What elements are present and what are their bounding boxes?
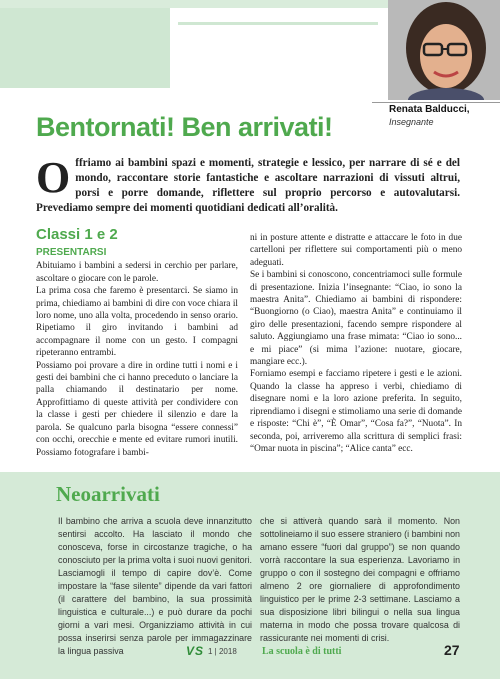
paragraph: Forniamo esempi e facciamo ripetere i gesti e le azioni. Quando la classe ha appreso i verbi, chiediamo di disegnare nomi e la loro azione preferita. In seguito, riprendiamo i disegni e stimoliamo una serie di domande e risposte: “Chi è”, “È Omar”, “Cosa fa?”, “Nuota”. In seconda, poi, arriveremo alla scrittura di semplici frasi: “Omar nuota in piscina”; “Alice canta” ecc. (250, 369, 462, 454)
magazine-logo: VS (186, 644, 205, 658)
issue-number: 1 | 2018 (208, 647, 237, 656)
paragraph: Abituiamo i bambini a sedersi in cerchio per parlare, ascoltare o giocare con le parole. (36, 261, 238, 284)
intro-text: ffriamo ai bambini spazi e momenti, strategie e lessico, per narrare di sé e del mondo, raccontare storie fantastiche e ascoltare narrazioni di vissuti altrui, porsi e porre domande, riflettere sul proprio percorso e autovalutarsi. Prevediamo sempre dei momenti quotidiani dedicati all’oralità. (36, 157, 460, 214)
paragraph: Possiamo poi provare a dire in ordine tutti i nomi e i gesti dei bambini che ci hanno preceduto o lanciare la palla chiamando il destinatario per nome. Approfittiamo di queste attività per condividere con la classe i gesti per chiedere il silenzio e dare la parola. Se qualcuno parla bisogna “essere connessi” con occhi, orecchie e mente ed evitare rumori inutili. Possiamo fotografare i bambi- (36, 360, 238, 458)
author-role: Insegnante (389, 117, 434, 127)
drop-cap: O (36, 153, 71, 202)
box-right-text: che si attiverà quando sarà il momento. Non sottolineiamo il suo essere straniero (i bambini non amano essere “fuori dal gruppo”) se non quando vorrà raccontare la sua esperienza. Lavoriamo in gruppo o con il sostegno dei compagni e offriamo almeno 2 ore giornaliere di approfondimento linguistico per le prime 2-3 settimane. Lasciamo a sua disposizione libri bilingui o nella sua lingua materna in modo che possa trovare qualcosa di rassicurante nei momenti di crisi. (260, 516, 460, 643)
right-column (250, 232, 462, 455)
paragraph: Se i bambini si conoscono, concentriamoci sulle formule di presentazione. Inizia l’insegnante: “Ciao, io sono la maestra Anita”. Chiediamo ai bambini di rispondere: “Buongiorno (o Ciao), maestra Anita” e continuiamo il giro delle presentazioni, facendo sempre rispondere al saluto. Aggiungiamo una frase mimata: “Ciao io sono... e mi piace” (si mima l’azione: nuotare, giocare, mangiare ecc.). (250, 270, 462, 368)
article-title: Bentornati! Ben arrivati! (36, 112, 333, 142)
section-name: La scuola è di tutti (262, 646, 342, 657)
article-intro (36, 153, 460, 216)
page-footer (0, 642, 500, 662)
subhead: PRESENTARSI (36, 247, 107, 258)
author-photo (388, 0, 500, 100)
author-name: Renata Balducci, (389, 104, 470, 115)
author-portrait-icon (388, 0, 500, 100)
box-title: Neoarrivati (56, 482, 160, 506)
box-left-text: Il bambino che arriva a scuola deve innanzitutto sentirsi accolto. Ha lasciato il mondo che conosceva, forse in circostanze tragiche, o ha conosciuto per la prima volta i suoi nuovi genitori. Lasciamogli il tempo di capire dov’è. Come impostare la “fase silente” dipende da vari fattori (il carattere del bambino, la sua prossimità linguistica e culturale...) e può durare da pochi giorni a vari mesi. Organizziamo attività in cui possa inserirsi senza parole per immagazzinare la lingua passiva (58, 516, 252, 656)
paragraph: ni in posture attente e distratte e attaccare le foto in due cartelloni per riflettere sui comportamenti più o meno adeguati. (250, 233, 462, 268)
decorative-block (0, 8, 170, 88)
decorative-stripe (178, 22, 378, 25)
page-number: 27 (444, 642, 460, 658)
paragraph: La prima cosa che faremo è presentarci. Se siamo in prima, chiediamo ai bambini di dire con voce chiara il loro nome, uno alla volta, procedendo in senso orario. Ripetiamo il giro invitando i bambini ad accompagnare il nome con un gesto. I compagni ripeteranno entrambi. (36, 286, 238, 359)
left-column (36, 247, 238, 459)
section-title: Classi 1 e 2 (36, 226, 118, 243)
